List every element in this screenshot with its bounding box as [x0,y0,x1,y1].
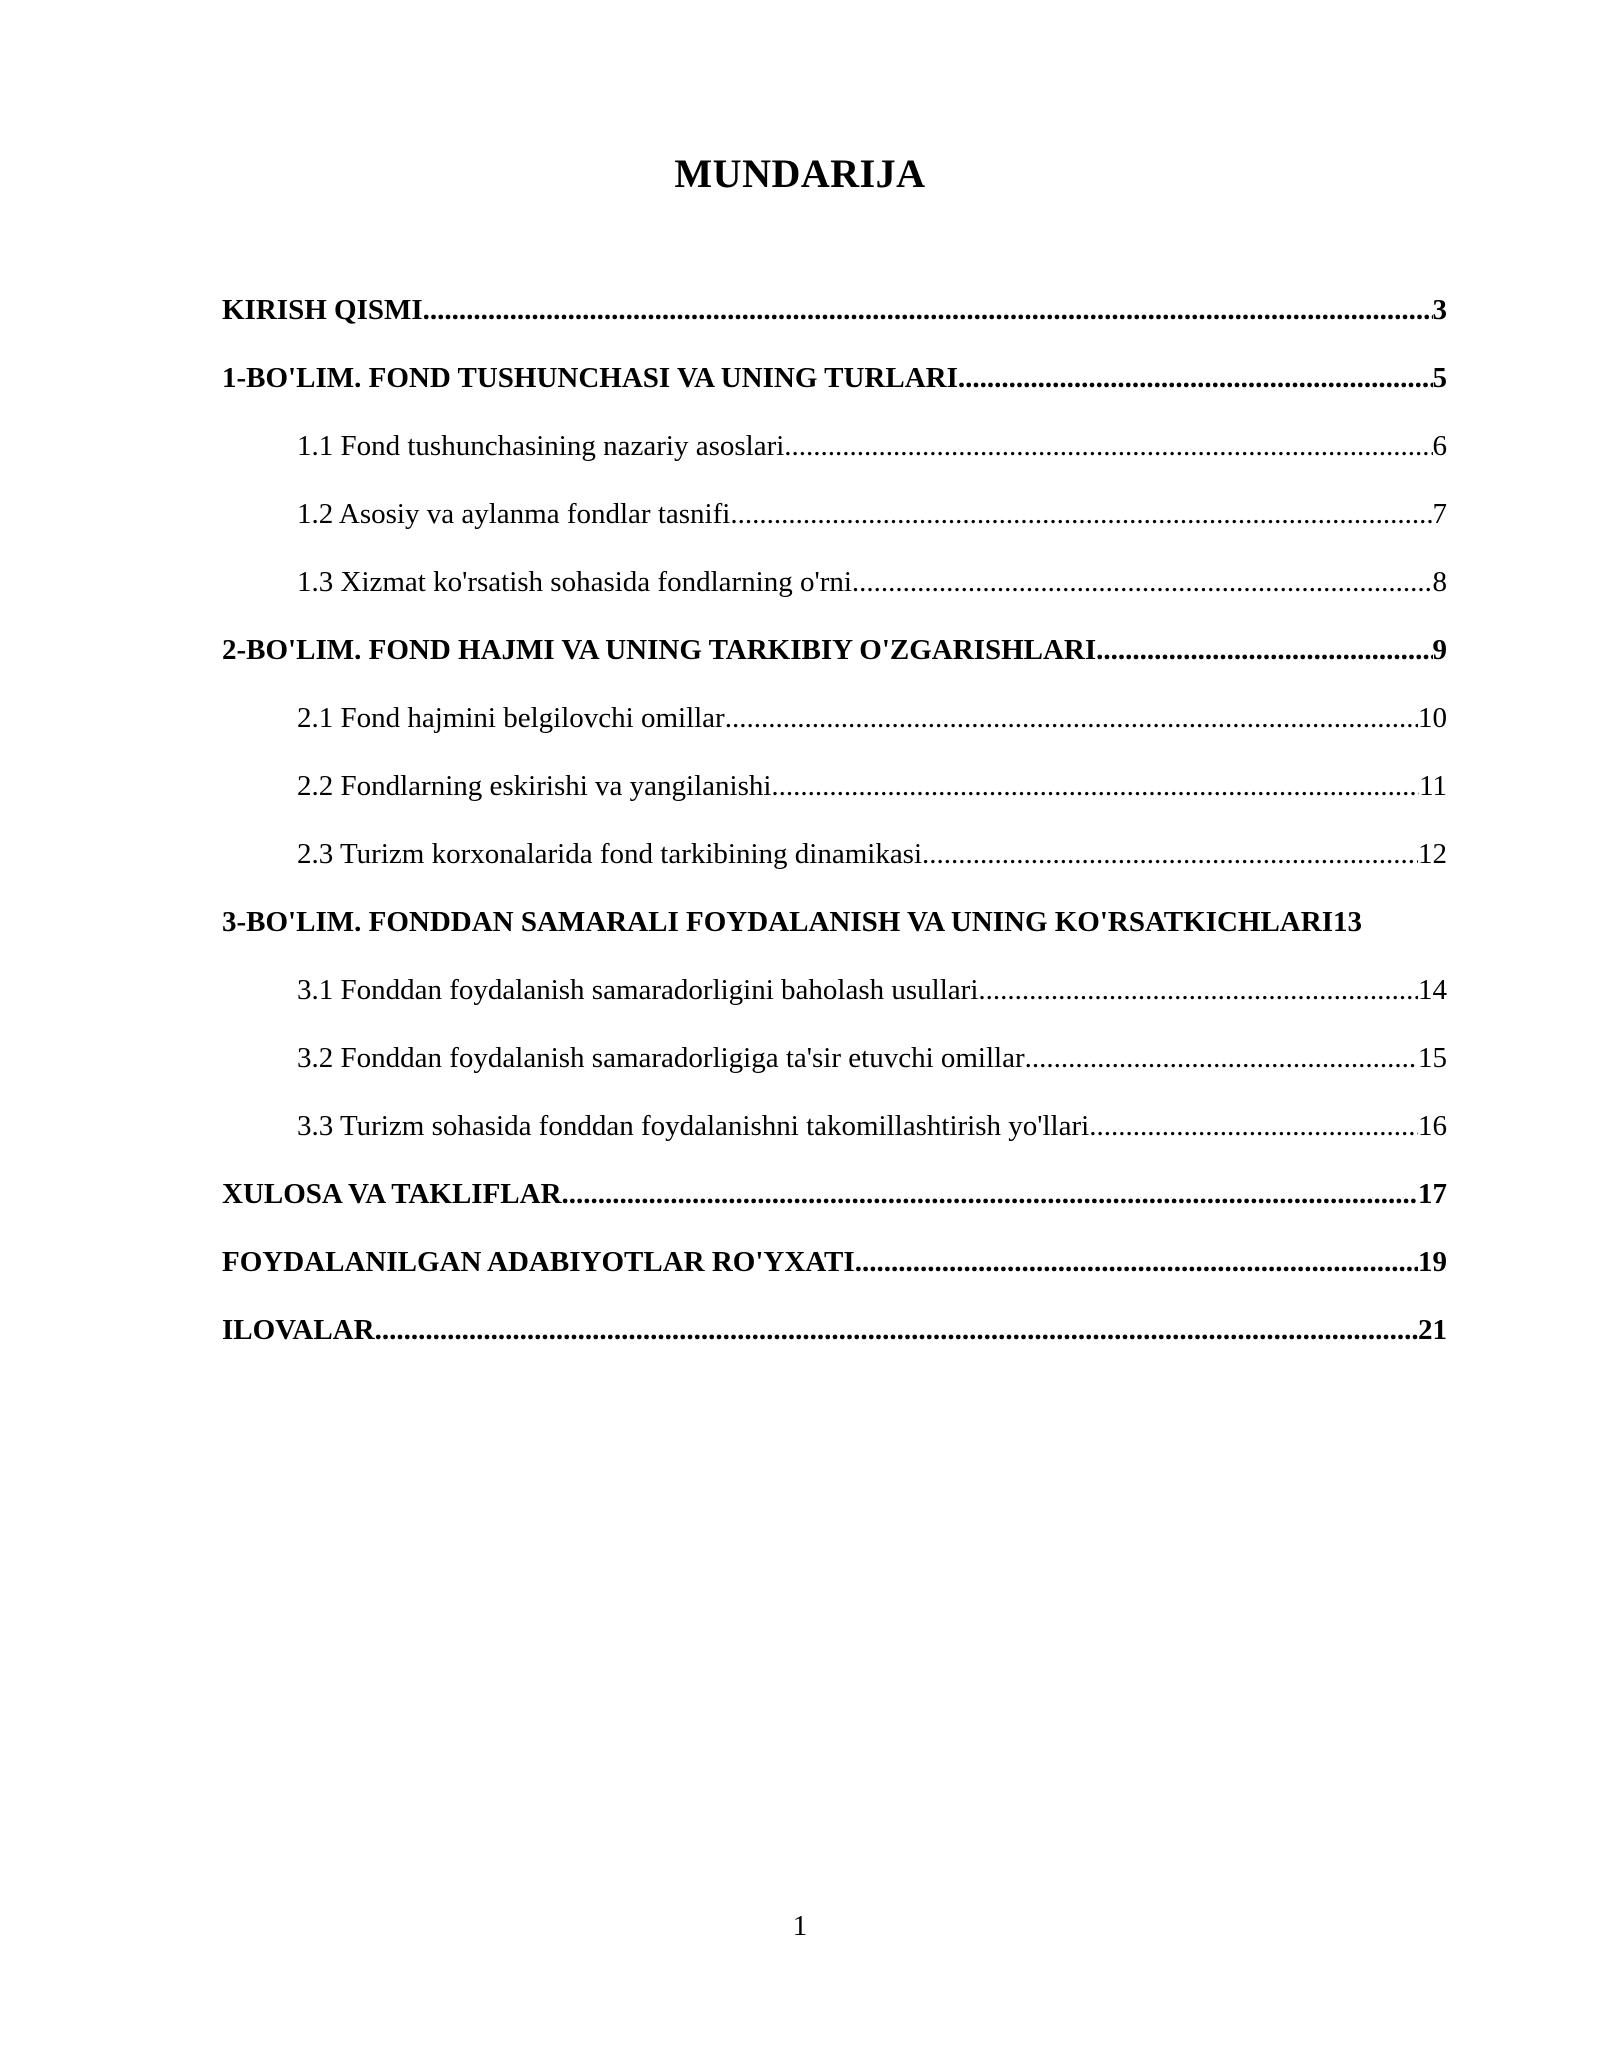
toc-entry[interactable] [297,494,1447,534]
toc-entry-page: 9 [1432,634,1447,666]
toc-entry-title: 3.2 Fonddan foydalanish samaradorligiga ta'sir etuvchi omillar [297,1042,1025,1074]
toc-entry-page: 13 [1332,906,1362,938]
toc-dot-leader [725,698,1418,738]
toc-entry-title: 3.1 Fonddan foydalanish samaradorligini baholash usullari [297,974,979,1006]
toc-dot-leader [1096,630,1432,670]
toc-entry-title: 2.1 Fond hajmini belgilovchi omillar [297,702,725,734]
toc-entry[interactable] [222,1174,1447,1214]
toc-entry[interactable] [222,1310,1447,1350]
toc-entry[interactable] [222,902,1472,942]
toc-entry-page: 14 [1418,974,1447,1006]
toc-dot-leader [1089,1106,1418,1146]
toc-dot-leader [771,766,1419,806]
toc-entry-page: 3 [1432,294,1447,326]
toc-dot-leader [562,1174,1418,1214]
toc-entry[interactable] [297,834,1447,874]
toc-dot-leader [958,358,1433,398]
toc-entry-title: 1.1 Fond tushunchasining nazariy asoslari [297,430,785,462]
toc-entry[interactable] [297,1038,1447,1078]
toc-entry-page: 15 [1418,1042,1447,1074]
toc-dot-leader [855,1242,1418,1282]
toc-dot-leader [852,562,1433,602]
toc-entry-title: 1.3 Xizmat ko'rsatish sohasida fondlarning o'rni [297,566,852,598]
toc-entry[interactable] [297,970,1447,1010]
toc-entry-title: 3.3 Turizm sohasida fonddan foydalanishni takomillashtirish yo'llari [297,1110,1090,1142]
toc-dot-leader [375,1310,1418,1350]
page-title: MUNDARIJA [674,151,926,196]
toc-dot-leader [978,970,1418,1010]
toc-entry[interactable] [222,290,1447,330]
toc-entry-page: 12 [1418,838,1447,870]
toc-entry[interactable] [222,630,1447,670]
toc-entry-title: KIRISH QISMI [222,294,423,326]
toc-entry-page: 8 [1432,566,1447,598]
toc-entry-page: 17 [1418,1178,1447,1210]
toc-entry-page: 11 [1419,770,1447,802]
toc-entry-title: 2.2 Fondlarning eskirishi va yangilanishi [297,770,772,802]
toc-entry-title: 2.3 Turizm korxonalarida fond tarkibining dinamikasi [297,838,923,870]
toc-entry[interactable] [297,562,1447,602]
toc-dot-leader [784,426,1432,466]
toc-entry-title: 1.2 Asosiy va aylanma fondlar tasnifi [297,498,731,530]
toc-entry-page: 5 [1432,362,1447,394]
toc-entry[interactable] [297,766,1447,806]
toc-entry-title: XULOSA VA TAKLIFLAR [222,1178,562,1210]
toc-entry-title: ILOVALAR [222,1314,375,1346]
page-number: 1 [792,1910,808,1942]
toc-entry[interactable] [222,1242,1447,1282]
toc-entry-page: 6 [1432,430,1447,462]
toc-entry-page: 19 [1418,1246,1447,1278]
toc-entry-title: 3-BO'LIM. FONDDAN SAMARALI FOYDALANISH VA UNING KO'RSATKICHLARI [222,906,1333,938]
toc-entry-title: 1-BO'LIM. FOND TUSHUNCHASI VA UNING TURLARI [222,362,958,394]
toc-entry-title: FOYDALANILGAN ADABIYOTLAR RO'YXATI [222,1246,855,1278]
toc-entry-page: 21 [1418,1314,1447,1346]
toc-entry-page: 16 [1418,1110,1447,1142]
toc-entry-title: 2-BO'LIM. FOND HAJMI VA UNING TARKIBIY O'ZGARISHLARI [222,634,1097,666]
toc-dot-leader [1025,1038,1418,1078]
toc-entry-page: 10 [1418,702,1447,734]
toc-entry-page: 7 [1432,498,1447,530]
toc-dot-leader [922,834,1418,874]
toc-entry[interactable] [297,1106,1447,1146]
toc-entry[interactable] [222,358,1447,398]
toc-dot-leader [730,494,1432,534]
toc-entry[interactable] [297,426,1447,466]
toc-entry[interactable] [297,698,1447,738]
toc-dot-leader [423,290,1433,330]
